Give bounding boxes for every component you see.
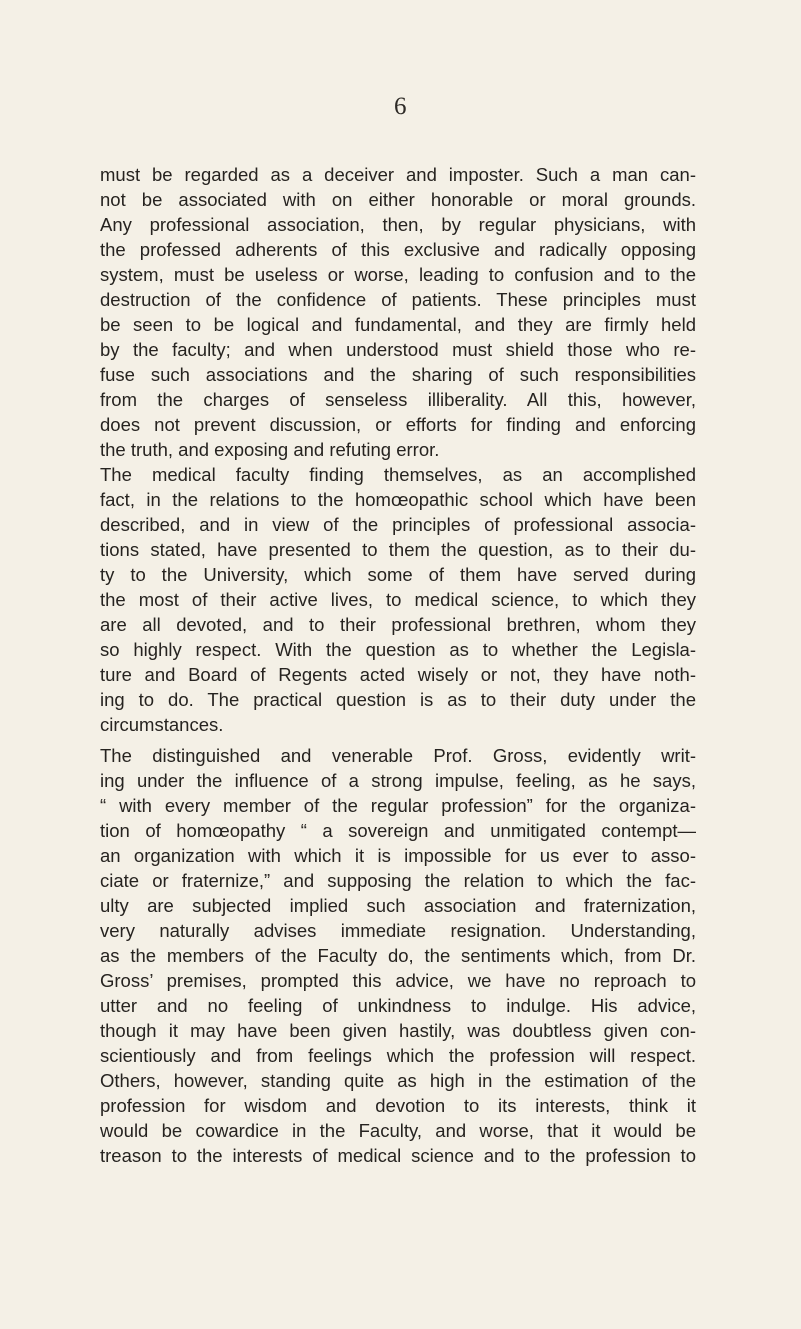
text-line: ing to do. The practical question is as to their duty under the bbox=[100, 689, 696, 710]
text-line: tions stated, have presented to them the question, as to their du- bbox=[100, 539, 696, 560]
text-line: are all devoted, and to their professional brethren, whom they bbox=[100, 614, 696, 635]
text-line: an organization with which it is impossible for us ever to asso- bbox=[100, 845, 696, 866]
text-line: circumstances. bbox=[100, 714, 224, 735]
text-line: the most of their active lives, to medical science, to which they bbox=[100, 589, 696, 610]
text-line: The distinguished and venerable Prof. Gross, evidently writ- bbox=[100, 745, 696, 766]
text-line: not be associated with on either honorable or moral grounds. bbox=[100, 189, 696, 210]
text-line: ing under the influence of a strong impulse, feeling, as he says, bbox=[100, 770, 696, 791]
text-line: Others, however, standing quite as high in the estimation of the bbox=[100, 1070, 696, 1091]
paragraph bbox=[100, 462, 696, 737]
text-line: tion of homœopathy “ a sovereign and unmitigated contempt— bbox=[100, 820, 696, 841]
text-line: destruction of the confidence of patients. These principles must bbox=[100, 289, 696, 310]
text-line: Any professional association, then, by regular physicians, with bbox=[100, 214, 696, 235]
text-line: profession for wisdom and devotion to its interests, think it bbox=[100, 1095, 696, 1116]
text-line: ty to the University, which some of them have served during bbox=[100, 564, 696, 585]
text-line: as the members of the Faculty do, the sentiments which, from Dr. bbox=[100, 945, 696, 966]
text-line: though it may have been given hastily, was doubtless given con- bbox=[100, 1020, 696, 1041]
text-line: Gross’ premises, prompted this advice, we have no reproach to bbox=[100, 970, 696, 991]
text-line: the truth, and exposing and refuting error. bbox=[100, 439, 440, 460]
text-line: ciate or fraternize,” and supposing the relation to which the fac- bbox=[100, 870, 696, 891]
text-line: fuse such associations and the sharing of such responsibilities bbox=[100, 364, 696, 385]
text-line: scientiously and from feelings which the profession will respect. bbox=[100, 1045, 696, 1066]
paragraph bbox=[100, 743, 696, 1168]
body-text bbox=[100, 162, 696, 1168]
text-line: utter and no feeling of unkindness to indulge. His advice, bbox=[100, 995, 696, 1016]
text-line: by the faculty; and when understood must shield those who re- bbox=[100, 339, 696, 360]
text-line: described, and in view of the principles of professional associa- bbox=[100, 514, 696, 535]
text-line: “ with every member of the regular profession” for the organiza- bbox=[100, 795, 696, 816]
text-line: The medical faculty finding themselves, as an accomplished bbox=[100, 464, 696, 485]
text-line: the professed adherents of this exclusive and radically opposing bbox=[100, 239, 696, 260]
text-line: ulty are subjected implied such association and fraternization, bbox=[100, 895, 696, 916]
text-line: treason to the interests of medical science and to the profession to bbox=[100, 1145, 696, 1166]
paragraph bbox=[100, 162, 696, 462]
text-line: would be cowardice in the Faculty, and worse, that it would be bbox=[100, 1120, 696, 1141]
text-line: fact, in the relations to the homœopathic school which have been bbox=[100, 489, 696, 510]
text-line: from the charges of senseless illiberality. All this, however, bbox=[100, 389, 696, 410]
text-line: system, must be useless or worse, leading to confusion and to the bbox=[100, 264, 696, 285]
text-line: ture and Board of Regents acted wisely or not, they have noth- bbox=[100, 664, 696, 685]
text-line: must be regarded as a deceiver and imposter. Such a man can- bbox=[100, 164, 696, 185]
text-line: so highly respect. With the question as to whether the Legisla- bbox=[100, 639, 696, 660]
text-line: be seen to be logical and fundamental, and they are firmly held bbox=[100, 314, 696, 335]
page-number: 6 bbox=[394, 93, 407, 120]
text-line: does not prevent discussion, or efforts for finding and enforcing bbox=[100, 414, 696, 435]
text-line: very naturally advises immediate resignation. Understanding, bbox=[100, 920, 696, 941]
